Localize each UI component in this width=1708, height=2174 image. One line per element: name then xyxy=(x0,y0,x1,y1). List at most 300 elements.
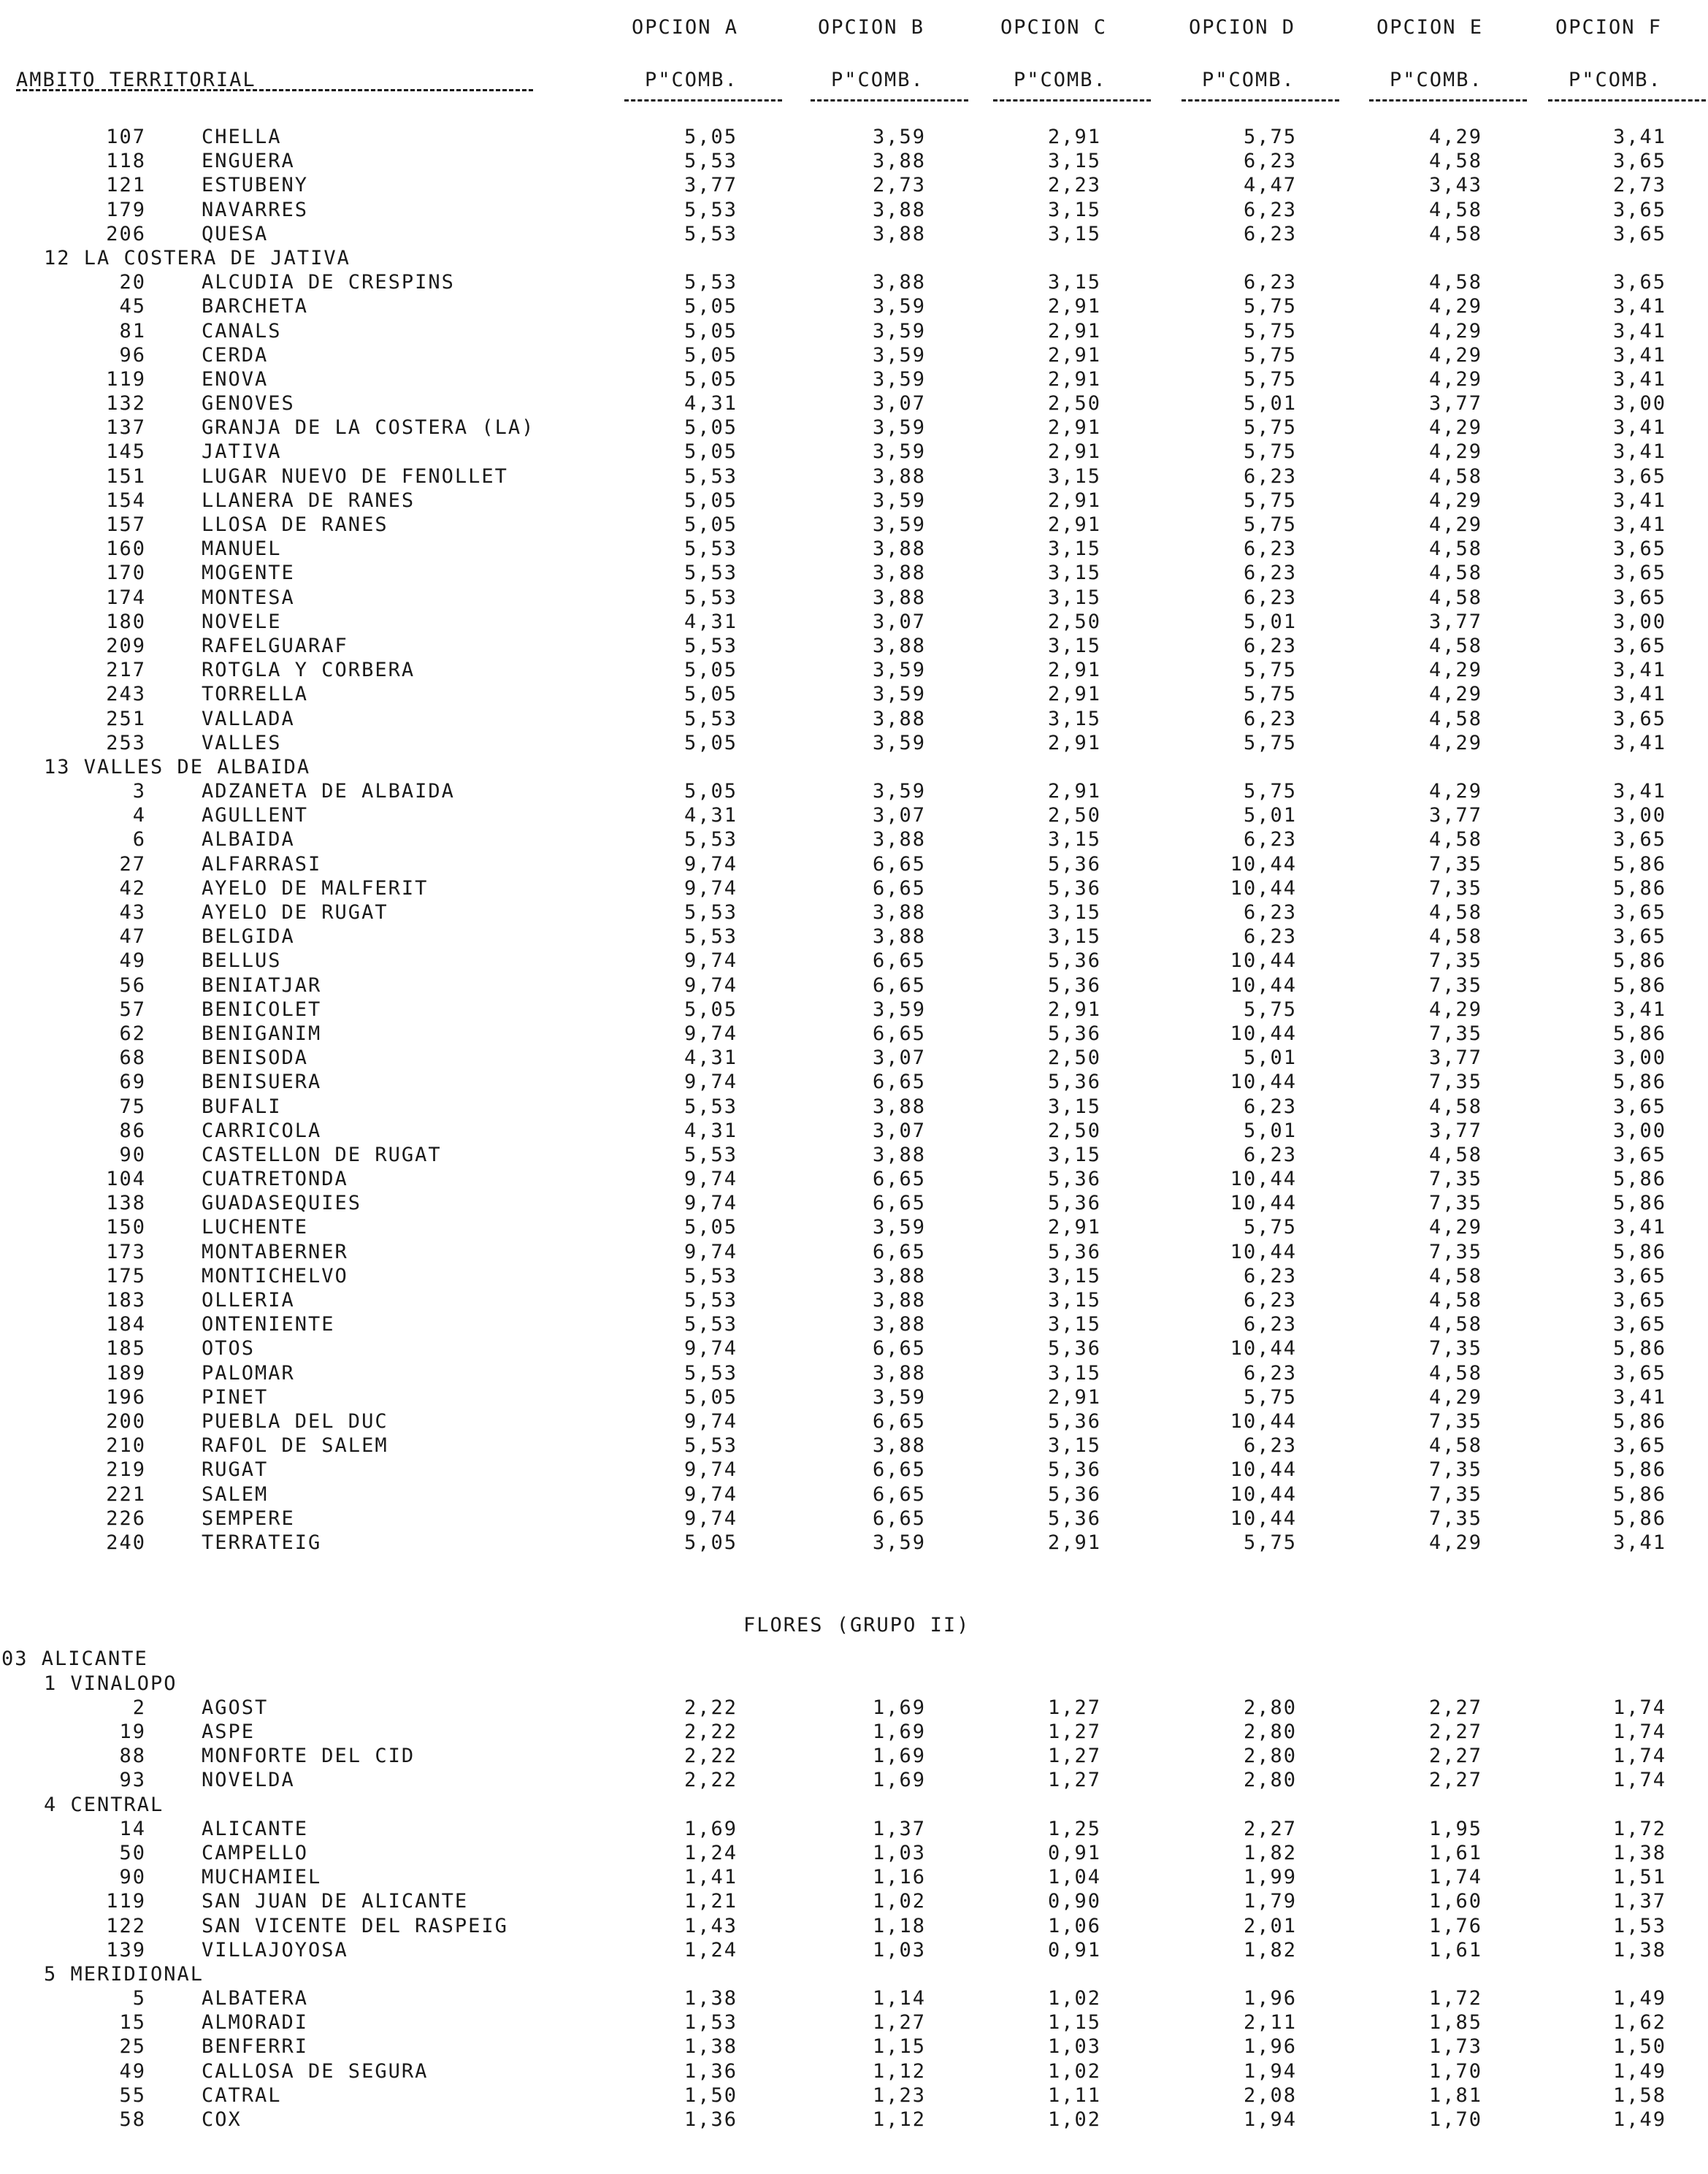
option-e-value: 2,27 xyxy=(1428,1745,1482,1768)
municipality-code: 20 xyxy=(119,271,146,294)
municipality-name: ROTGLA Y CORBERA xyxy=(202,659,415,682)
municipality-code: 185 xyxy=(106,1337,146,1360)
municipality-code: 240 xyxy=(106,1531,146,1554)
option-f-value: 3,65 xyxy=(1612,150,1666,173)
option-d-value: 6,23 xyxy=(1243,271,1297,294)
option-e-value: 4,58 xyxy=(1428,1264,1482,1287)
option-e-value: 3,77 xyxy=(1428,392,1482,416)
option-c-value: 2,50 xyxy=(1047,392,1101,416)
municipality-name: ALFARRASI xyxy=(202,852,322,876)
option-b-value: 3,88 xyxy=(872,586,926,609)
table-row xyxy=(0,1265,1708,1289)
option-e-value: 4,58 xyxy=(1428,271,1482,294)
municipality-code: 118 xyxy=(106,150,146,173)
option-f-value: 1,72 xyxy=(1612,1817,1666,1840)
option-header-e: OPCION E xyxy=(1376,16,1484,39)
option-a-value: 4,31 xyxy=(683,804,738,827)
municipality-code: 86 xyxy=(119,1119,146,1142)
option-e-value: 7,35 xyxy=(1428,1240,1482,1263)
table-row xyxy=(0,1745,1708,1769)
municipality-name: VALLADA xyxy=(202,707,295,730)
option-a-value: 9,74 xyxy=(683,1337,738,1360)
municipality-name: GENOVES xyxy=(202,392,295,416)
option-a-value: 9,74 xyxy=(683,1409,738,1433)
option-e-value: 4,58 xyxy=(1428,1434,1482,1458)
option-d-value: 5,01 xyxy=(1243,610,1297,633)
option-f-value: 5,86 xyxy=(1612,1458,1666,1482)
option-d-value: 1,94 xyxy=(1243,2108,1297,2131)
option-e-value: 4,29 xyxy=(1428,489,1482,512)
option-d-value: 6,23 xyxy=(1243,1313,1297,1336)
table-row xyxy=(0,949,1708,973)
municipality-name: ASPE xyxy=(202,1721,256,1743)
option-f-value: 3,41 xyxy=(1612,367,1666,391)
municipality-name: CANALS xyxy=(202,319,282,342)
municipality-code: 119 xyxy=(106,1890,146,1913)
option-header-b: OPCION B xyxy=(818,16,925,39)
option-c-value: 5,36 xyxy=(1047,1409,1101,1433)
municipality-code: 160 xyxy=(106,537,146,561)
option-f-value: 3,65 xyxy=(1612,707,1666,730)
option-e-value: 2,27 xyxy=(1428,1769,1482,1792)
option-e-value: 4,58 xyxy=(1428,707,1482,730)
option-b-value: 3,59 xyxy=(872,780,926,803)
pcomb-header: P"COMB. xyxy=(831,69,924,91)
option-d-value: 1,82 xyxy=(1243,1938,1297,1961)
table-row xyxy=(0,1531,1708,1555)
option-c-value: 2,91 xyxy=(1047,659,1101,682)
option-a-value: 5,05 xyxy=(683,1385,738,1409)
option-a-value: 5,53 xyxy=(683,150,738,173)
option-e-value: 4,58 xyxy=(1428,586,1482,609)
municipality-code: 145 xyxy=(106,440,146,464)
option-a-value: 1,69 xyxy=(683,1817,738,1840)
table-row xyxy=(0,416,1708,440)
municipality-code: 219 xyxy=(106,1458,146,1482)
option-e-value: 4,58 xyxy=(1428,150,1482,173)
table-row xyxy=(0,2108,1708,2132)
option-d-value: 6,23 xyxy=(1243,464,1297,488)
municipality-code: 49 xyxy=(119,949,146,973)
municipality-name: RAFOL DE SALEM xyxy=(202,1434,388,1458)
option-e-value: 4,58 xyxy=(1428,925,1482,949)
option-c-value: 3,15 xyxy=(1047,901,1101,924)
table-row xyxy=(0,853,1708,877)
option-d-value: 2,27 xyxy=(1243,1817,1297,1840)
option-f-value: 3,41 xyxy=(1612,1531,1666,1554)
option-f-value: 5,86 xyxy=(1612,1482,1666,1506)
option-d-value: 6,23 xyxy=(1243,586,1297,609)
option-b-value: 3,59 xyxy=(872,998,926,1021)
option-b-value: 6,65 xyxy=(872,1192,926,1215)
option-b-value: 1,12 xyxy=(872,2059,926,2083)
option-e-value: 2,27 xyxy=(1428,1696,1482,1719)
option-b-value: 1,02 xyxy=(872,1890,926,1913)
table-row xyxy=(0,611,1708,635)
table-row xyxy=(0,2011,1708,2035)
municipality-name: MOGENTE xyxy=(202,562,295,585)
municipality-code: 57 xyxy=(119,998,146,1021)
municipality-name: VALLES xyxy=(202,731,282,754)
option-c-value: 3,15 xyxy=(1047,150,1101,173)
option-e-value: 4,58 xyxy=(1428,537,1482,561)
municipality-name: BENISODA xyxy=(202,1046,309,1070)
option-b-value: 3,88 xyxy=(872,271,926,294)
option-a-value: 5,53 xyxy=(683,1264,738,1287)
municipality-name: PINET xyxy=(202,1385,269,1409)
municipality-name: MUCHAMIEL xyxy=(202,1866,322,1889)
option-e-value: 7,35 xyxy=(1428,1192,1482,1215)
option-b-value: 3,88 xyxy=(872,707,926,730)
option-c-value: 2,91 xyxy=(1047,295,1101,318)
option-d-value: 1,96 xyxy=(1243,1987,1297,2010)
option-c-value: 3,15 xyxy=(1047,707,1101,730)
option-b-value: 3,88 xyxy=(872,1313,926,1336)
option-c-value: 3,15 xyxy=(1047,537,1101,561)
option-a-value: 4,31 xyxy=(683,610,738,633)
table-row xyxy=(0,1507,1708,1531)
municipality-name: CHELLA xyxy=(202,126,282,148)
table-row xyxy=(0,1337,1708,1361)
province-heading xyxy=(0,1647,1708,1672)
municipality-name: BUFALI xyxy=(202,1095,282,1118)
option-d-value: 5,75 xyxy=(1243,126,1297,148)
option-e-value: 7,35 xyxy=(1428,1458,1482,1482)
table-row xyxy=(0,1818,1708,1842)
option-c-value: 3,15 xyxy=(1047,586,1101,609)
option-f-value: 3,41 xyxy=(1612,343,1666,367)
option-b-value: 3,88 xyxy=(872,562,926,585)
option-a-value: 5,53 xyxy=(683,707,738,730)
municipality-code: 217 xyxy=(106,659,146,682)
option-c-value: 2,91 xyxy=(1047,416,1101,440)
option-a-value: 9,74 xyxy=(683,852,738,876)
option-f-value: 3,65 xyxy=(1612,901,1666,924)
municipality-name: TERRATEIG xyxy=(202,1531,322,1554)
option-c-value: 1,27 xyxy=(1047,1745,1101,1768)
table-row xyxy=(0,780,1708,804)
option-a-value: 5,53 xyxy=(683,198,738,221)
option-d-value: 2,80 xyxy=(1243,1696,1297,1719)
option-f-value: 3,00 xyxy=(1612,1046,1666,1070)
table-row xyxy=(0,368,1708,392)
option-a-value: 9,74 xyxy=(683,1168,738,1191)
option-b-value: 3,59 xyxy=(872,416,926,440)
municipality-name: CERDA xyxy=(202,343,269,367)
option-b-value: 6,65 xyxy=(872,949,926,973)
option-a-value: 4,31 xyxy=(683,1046,738,1070)
option-f-value: 3,41 xyxy=(1612,416,1666,440)
option-c-value: 1,15 xyxy=(1047,2011,1101,2035)
option-d-value: 2,08 xyxy=(1243,2083,1297,2107)
option-d-value: 6,23 xyxy=(1243,707,1297,730)
municipality-code: 170 xyxy=(106,562,146,585)
municipality-code: 56 xyxy=(119,973,146,997)
municipality-name: CATRAL xyxy=(202,2083,282,2107)
municipality-name: MONTESA xyxy=(202,586,295,609)
option-e-value: 3,77 xyxy=(1428,1119,1482,1142)
municipality-code: 175 xyxy=(106,1264,146,1287)
table-row xyxy=(0,489,1708,513)
option-a-value: 1,21 xyxy=(683,1890,738,1913)
option-f-value: 5,86 xyxy=(1612,949,1666,973)
option-e-value: 7,35 xyxy=(1428,1482,1482,1506)
option-header-f: OPCION F xyxy=(1555,16,1663,39)
option-b-value: 1,15 xyxy=(872,2035,926,2059)
option-e-value: 1,85 xyxy=(1428,2011,1482,2035)
municipality-name: LLANERA DE RANES xyxy=(202,489,415,512)
municipality-code: 173 xyxy=(106,1240,146,1263)
option-b-value: 6,65 xyxy=(872,1409,926,1433)
option-a-value: 5,53 xyxy=(683,634,738,657)
table-row xyxy=(0,1890,1708,1914)
option-a-value: 5,05 xyxy=(683,440,738,464)
municipality-code: 5 xyxy=(132,1987,146,2010)
municipality-name: LUGAR NUEVO DE FENOLLET xyxy=(202,464,508,488)
option-b-value: 3,59 xyxy=(872,1531,926,1554)
table-row xyxy=(0,537,1708,562)
option-c-value: 5,36 xyxy=(1047,1482,1101,1506)
option-b-value: 3,88 xyxy=(872,150,926,173)
option-f-value: 3,41 xyxy=(1612,1385,1666,1409)
option-d-value: 6,23 xyxy=(1243,222,1297,245)
option-d-value: 6,23 xyxy=(1243,198,1297,221)
group-label: 1 VINALOPO xyxy=(44,1672,177,1695)
option-d-value: 10,44 xyxy=(1230,949,1297,973)
option-f-value: 3,65 xyxy=(1612,537,1666,561)
option-f-value: 1,38 xyxy=(1612,1841,1666,1864)
municipality-name: LLOSA DE RANES xyxy=(202,513,388,536)
option-a-value: 9,74 xyxy=(683,876,738,900)
option-b-value: 1,23 xyxy=(872,2083,926,2107)
option-a-value: 5,05 xyxy=(683,683,738,706)
option-f-value: 5,86 xyxy=(1612,1071,1666,1094)
municipality-name: JATIVA xyxy=(202,440,282,464)
option-b-value: 3,59 xyxy=(872,659,926,682)
option-b-value: 1,69 xyxy=(872,1769,926,1792)
municipality-name: SALEM xyxy=(202,1482,269,1506)
option-d-value: 6,23 xyxy=(1243,925,1297,949)
option-e-value: 2,27 xyxy=(1428,1721,1482,1743)
municipality-name: NAVARRES xyxy=(202,198,309,221)
option-d-value: 10,44 xyxy=(1230,1482,1297,1506)
table-row xyxy=(0,1721,1708,1745)
table-row xyxy=(0,440,1708,464)
option-c-value: 1,27 xyxy=(1047,1721,1101,1743)
municipality-code: 15 xyxy=(119,2011,146,2035)
option-c-value: 2,50 xyxy=(1047,610,1101,633)
municipality-code: 221 xyxy=(106,1482,146,1506)
option-b-value: 1,14 xyxy=(872,1987,926,2010)
option-b-value: 3,07 xyxy=(872,1046,926,1070)
option-c-value: 3,15 xyxy=(1047,1143,1101,1166)
option-f-value: 3,00 xyxy=(1612,392,1666,416)
option-d-value: 5,75 xyxy=(1243,1216,1297,1239)
option-c-value: 5,36 xyxy=(1047,1507,1101,1530)
table-row xyxy=(0,683,1708,707)
option-a-value: 1,36 xyxy=(683,2059,738,2083)
option-a-value: 9,74 xyxy=(683,973,738,997)
option-c-value: 1,11 xyxy=(1047,2083,1101,2107)
option-f-value: 3,65 xyxy=(1612,1095,1666,1118)
option-b-value: 1,03 xyxy=(872,1841,926,1864)
option-a-value: 1,36 xyxy=(683,2108,738,2131)
option-a-value: 5,53 xyxy=(683,464,738,488)
table-row xyxy=(0,1915,1708,1939)
municipality-code: 42 xyxy=(119,876,146,900)
option-b-value: 6,65 xyxy=(872,1458,926,1482)
option-f-value: 3,00 xyxy=(1612,610,1666,633)
option-a-value: 1,38 xyxy=(683,1987,738,2010)
option-f-value: 3,41 xyxy=(1612,998,1666,1021)
municipality-code: 122 xyxy=(106,1914,146,1937)
option-e-value: 7,35 xyxy=(1428,949,1482,973)
table-row xyxy=(0,392,1708,416)
option-f-value: 1,74 xyxy=(1612,1696,1666,1719)
option-e-value: 1,95 xyxy=(1428,1817,1482,1840)
table-row xyxy=(0,320,1708,344)
municipality-code: 243 xyxy=(106,683,146,706)
table-row xyxy=(0,513,1708,537)
table-row xyxy=(0,1241,1708,1265)
municipality-code: 25 xyxy=(119,2035,146,2059)
option-header-a: OPCION A xyxy=(632,16,739,39)
municipality-name: MONTICHELVO xyxy=(202,1264,348,1287)
municipality-name: AYELO DE RUGAT xyxy=(202,901,388,924)
table-row xyxy=(0,1483,1708,1507)
option-c-value: 3,15 xyxy=(1047,198,1101,221)
option-a-value: 5,05 xyxy=(683,1216,738,1239)
municipality-code: 121 xyxy=(106,174,146,197)
municipality-name: COX xyxy=(202,2108,242,2131)
option-b-value: 1,03 xyxy=(872,1938,926,1961)
option-c-value: 5,36 xyxy=(1047,949,1101,973)
option-f-value: 1,74 xyxy=(1612,1721,1666,1743)
table-row xyxy=(0,1362,1708,1386)
option-d-value: 10,44 xyxy=(1230,1022,1297,1045)
option-b-value: 6,65 xyxy=(872,1482,926,1506)
municipality-code: 58 xyxy=(119,2108,146,2131)
table-row xyxy=(0,708,1708,732)
option-f-value: 5,86 xyxy=(1612,1240,1666,1263)
table-row xyxy=(0,1119,1708,1144)
municipality-name: MONTABERNER xyxy=(202,1240,348,1263)
option-b-value: 3,88 xyxy=(872,1289,926,1312)
option-f-value: 3,65 xyxy=(1612,1289,1666,1312)
option-e-value: 4,29 xyxy=(1428,440,1482,464)
option-c-value: 0,91 xyxy=(1047,1841,1101,1864)
column-underline xyxy=(624,99,782,102)
municipality-name: BENICOLET xyxy=(202,998,322,1021)
option-d-value: 5,01 xyxy=(1243,1119,1297,1142)
column-underline xyxy=(811,99,968,102)
option-d-value: 1,79 xyxy=(1243,1890,1297,1913)
option-e-value: 4,29 xyxy=(1428,998,1482,1021)
option-c-value: 1,25 xyxy=(1047,1817,1101,1840)
option-e-value: 1,60 xyxy=(1428,1890,1482,1913)
table-row xyxy=(0,150,1708,174)
option-d-value: 5,75 xyxy=(1243,416,1297,440)
option-d-value: 1,94 xyxy=(1243,2059,1297,2083)
option-f-value: 3,41 xyxy=(1612,683,1666,706)
option-f-value: 2,73 xyxy=(1612,174,1666,197)
municipality-name: TORRELLA xyxy=(202,683,309,706)
municipality-name: PALOMAR xyxy=(202,1361,295,1385)
group-label: 03 ALICANTE xyxy=(1,1647,148,1671)
option-a-value: 9,74 xyxy=(683,1022,738,1045)
municipality-name: OTOS xyxy=(202,1337,256,1360)
option-e-value: 4,58 xyxy=(1428,901,1482,924)
option-d-value: 10,44 xyxy=(1230,1168,1297,1191)
option-b-value: 3,88 xyxy=(872,634,926,657)
option-c-value: 3,15 xyxy=(1047,1289,1101,1312)
option-f-value: 3,41 xyxy=(1612,319,1666,342)
option-d-value: 5,75 xyxy=(1243,780,1297,803)
table-row xyxy=(0,1434,1708,1458)
municipality-name: GRANJA DE LA COSTERA (LA) xyxy=(202,416,535,440)
option-f-value: 1,51 xyxy=(1612,1866,1666,1889)
municipality-code: 206 xyxy=(106,222,146,245)
table-row xyxy=(0,828,1708,852)
option-b-value: 6,65 xyxy=(872,1071,926,1094)
table-row xyxy=(0,1144,1708,1168)
option-f-value: 3,65 xyxy=(1612,925,1666,949)
municipality-name: AYELO DE MALFERIT xyxy=(202,876,429,900)
municipality-name: ALMORADI xyxy=(202,2011,309,2035)
table-row xyxy=(0,659,1708,683)
option-a-value: 1,53 xyxy=(683,2011,738,2035)
option-b-value: 3,88 xyxy=(872,1361,926,1385)
option-e-value: 1,72 xyxy=(1428,1987,1482,2010)
option-b-value: 6,65 xyxy=(872,1168,926,1191)
option-d-value: 5,75 xyxy=(1243,489,1297,512)
option-d-value: 6,23 xyxy=(1243,150,1297,173)
municipality-code: 189 xyxy=(106,1361,146,1385)
option-f-value: 1,50 xyxy=(1612,2035,1666,2059)
region-heading xyxy=(0,756,1708,780)
municipality-name: BELLUS xyxy=(202,949,282,973)
option-a-value: 1,41 xyxy=(683,1866,738,1889)
table-row xyxy=(0,901,1708,925)
municipality-name: ALICANTE xyxy=(202,1817,309,1840)
municipality-name: SEMPERE xyxy=(202,1507,295,1530)
option-c-value: 5,36 xyxy=(1047,876,1101,900)
group-label: 13 VALLES DE ALBAIDA xyxy=(44,755,311,778)
option-f-value: 5,86 xyxy=(1612,876,1666,900)
option-c-value: 2,91 xyxy=(1047,998,1101,1021)
option-f-value: 3,41 xyxy=(1612,780,1666,803)
column-underline xyxy=(1182,99,1339,102)
municipality-code: 93 xyxy=(119,1769,146,1792)
municipality-name: ENGUERA xyxy=(202,150,295,173)
option-b-value: 1,69 xyxy=(872,1745,926,1768)
option-e-value: 7,35 xyxy=(1428,1507,1482,1530)
option-a-value: 5,53 xyxy=(683,828,738,851)
option-b-value: 3,59 xyxy=(872,367,926,391)
option-d-value: 6,23 xyxy=(1243,1361,1297,1385)
option-e-value: 1,61 xyxy=(1428,1841,1482,1864)
table-row xyxy=(0,1410,1708,1434)
option-e-value: 3,77 xyxy=(1428,610,1482,633)
option-c-value: 5,36 xyxy=(1047,1071,1101,1094)
option-e-value: 4,29 xyxy=(1428,126,1482,148)
option-a-value: 5,05 xyxy=(683,731,738,754)
municipality-name: ESTUBENY xyxy=(202,174,309,197)
table-row xyxy=(0,1696,1708,1721)
option-d-value: 10,44 xyxy=(1230,1458,1297,1482)
option-a-value: 5,05 xyxy=(683,489,738,512)
option-e-value: 4,58 xyxy=(1428,222,1482,245)
